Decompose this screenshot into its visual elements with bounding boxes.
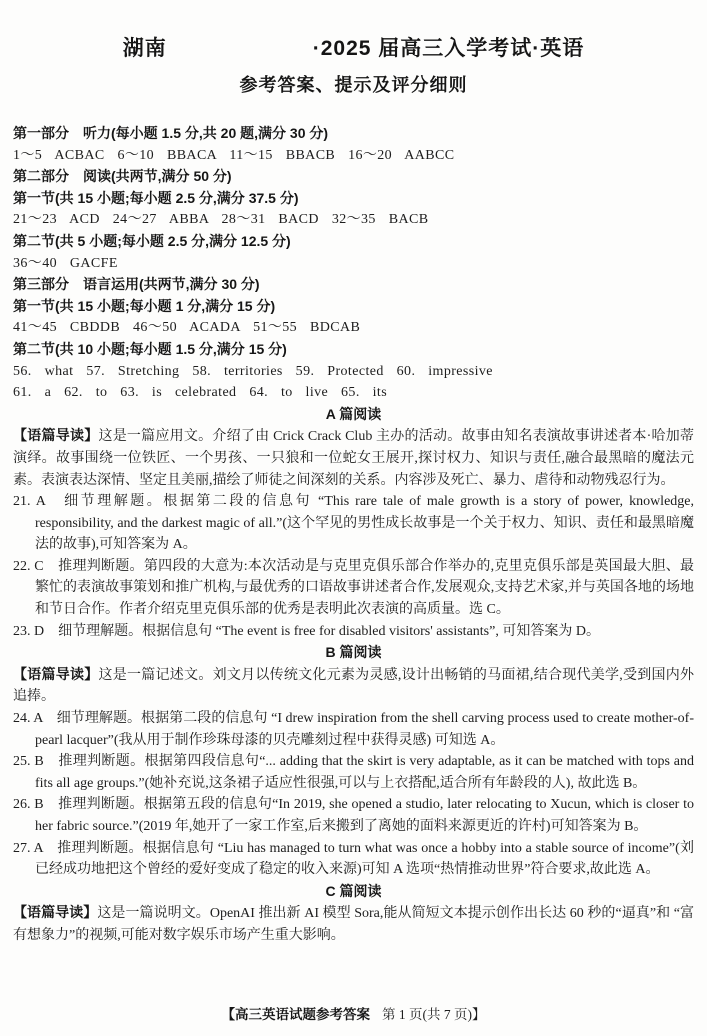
explanation-item-27: 27. A 推理判断题。根据信息句 “Liu has managed to turn what was once a hobby into a stable source of income”(刘已经成功地把这个曾经的爱好变成了稳定的收入来源)可知 A 选项“热情推动世界”符合要求,故此选 A。	[13, 840, 694, 878]
document-subtitle: 参考答案、提示及评分细则	[239, 75, 468, 95]
part1-heading: 第一部分 听力(每小题 1.5 分,共 20 题,满分 30 分)	[13, 125, 329, 141]
part2-section2-answers: 36～40 GACFE	[13, 255, 118, 271]
intro-label: 【语篇导读】	[13, 665, 99, 682]
part2-section1-heading: 第一节(共 15 小题;每小题 2.5 分,满分 37.5 分)	[13, 189, 299, 206]
explanation-item-21: 21. A 细节理解题。根据第二段的信息句 “This rare tale of male growth is a story of power, knowledge, responsibility, and the darkest magic of all.”(这个罕见的男性成长故事是一个关于权力、知识、责任和最黑暗魔法的故事),可知答案为 A。	[13, 494, 694, 553]
part1-answers: 1～5 ACBAC 6～10 BBACA 11～15 BBACB 16～20 AABCC	[13, 147, 455, 163]
intro-label: 【语篇导读】	[13, 427, 99, 444]
part2-section2-heading: 第二节(共 5 小题;每小题 2.5 分,满分 12.5 分)	[13, 232, 291, 249]
page-footer	[0, 1003, 707, 1023]
part3-section1-heading: 第一节(共 15 小题;每小题 1 分,满分 15 分)	[13, 297, 276, 314]
part3-section2-answers-line1: 56. what 57. Stretching 58. territories 59. Protected 60. impressive	[13, 363, 493, 379]
passage-b-heading: B 篇阅读	[325, 644, 382, 661]
answer-key-body	[13, 123, 694, 947]
part3-section2-answers-line2: 61. a 62. to 63. is celebrated 64. to live 65. its	[13, 385, 388, 401]
title-row	[13, 32, 694, 62]
intro-label: 【语篇导读】	[13, 904, 98, 921]
passage-a-intro	[13, 425, 694, 491]
intro-text: 这是一篇应用文。介绍了由 Crick Crack Club 主办的活动。故事由知名表演故事讲述者本·哈加蒂演绎。故事围绕一位铁匠、一个男孩、一只狼和一位蛇女王展开,探讨权力、知识与责任,融合最黑暗的魔法元素。表演表达深情、坚定且美丽,描绘了师徒之间深刻的关系。内容涉及死亡、暴力、虐待和动物残忍行为。	[13, 429, 695, 488]
explanation-item-25: 25. B 推理判断题。根据第四段信息句“... adding that the skirt is very adaptable, as it can be matched with tops and fits all age groups.”(她补充说,这条裙子适应性很强,可以与上衣搭配,适合所有年龄段的人), 故此选 B。	[13, 754, 694, 791]
region-label: 湖南	[122, 37, 167, 60]
exam-title: ·2025 届高三入学考试·英语	[312, 37, 585, 60]
footer-page-number: 第 1 页(共 7 页)】	[382, 1007, 486, 1022]
document-header	[13, 32, 694, 97]
part2-heading: 第二部分 阅读(共两节,满分 50 分)	[13, 168, 232, 185]
explanation-item-23: 23. D 细节理解题。根据信息句 “The event is free for disabled visitors' assistants”, 可知答案为 D。	[13, 623, 600, 639]
passage-b-intro	[13, 664, 694, 708]
part2-section1-answers: 21～23 ACD 24～27 ABBA 28～31 BACD 32～35 BACB	[13, 212, 429, 228]
part3-section2-heading: 第二节(共 10 小题;每小题 1.5 分,满分 15 分)	[13, 340, 287, 357]
explanation-item-24: 24. A 细节理解题。根据第二段的信息句 “I drew inspiration from the shell carving process used to create mother-of-pearl lacquer”(我从用于制作珍珠母漆的贝壳雕刻过程中获得灵感) 可知选 A。	[13, 711, 694, 748]
passage-c-intro	[13, 902, 694, 946]
part3-heading: 第三部分 语言运用(共两节,满分 30 分)	[13, 276, 260, 293]
part3-section1-answers: 41～45 CBDDB 46～50 ACADA 51～55 BDCAB	[13, 320, 361, 336]
passage-c-heading: C 篇阅读	[325, 882, 382, 899]
intro-text: 这是一篇记述文。刘文月以传统文化元素为灵感,设计出畅销的马面裙,结合现代美学,受到国内外追捧。	[13, 667, 694, 705]
intro-text: 这是一篇说明文。OpenAI 推出新 AI 模型 Sora,能从简短文本提示创作出长达 60 秒的“逼真”和 “富有想象力”的视频,可能对数字娱乐市场产生重大影响。	[13, 906, 695, 943]
passage-a-heading: A 篇阅读	[325, 405, 382, 422]
footer-title: 【高三英语试题参考答案	[221, 1007, 370, 1022]
explanation-item-26: 26. B 推理判断题。根据第五段的信息句“In 2019, she opened a studio, later relocating to Xucun, which is closer to her fabric source.”(2019 年,她开了一家工作室,后来搬到了离她的面料来源更近的许村)可知答案为 B。	[13, 797, 694, 834]
explanation-item-22: 22. C 推理判断题。第四段的大意为:本次活动是与克里克俱乐部合作举办的,克里克俱乐部是英国最大胆、最繁忙的表演故事策划和推广机构,与最优秀的口语故事讲述者合作,发展观众,支持艺术家,并与英国各地的场地和节日合作。作者介绍克里克俱乐部的优秀是表明此次表演的高质量。选 C。	[13, 558, 694, 618]
